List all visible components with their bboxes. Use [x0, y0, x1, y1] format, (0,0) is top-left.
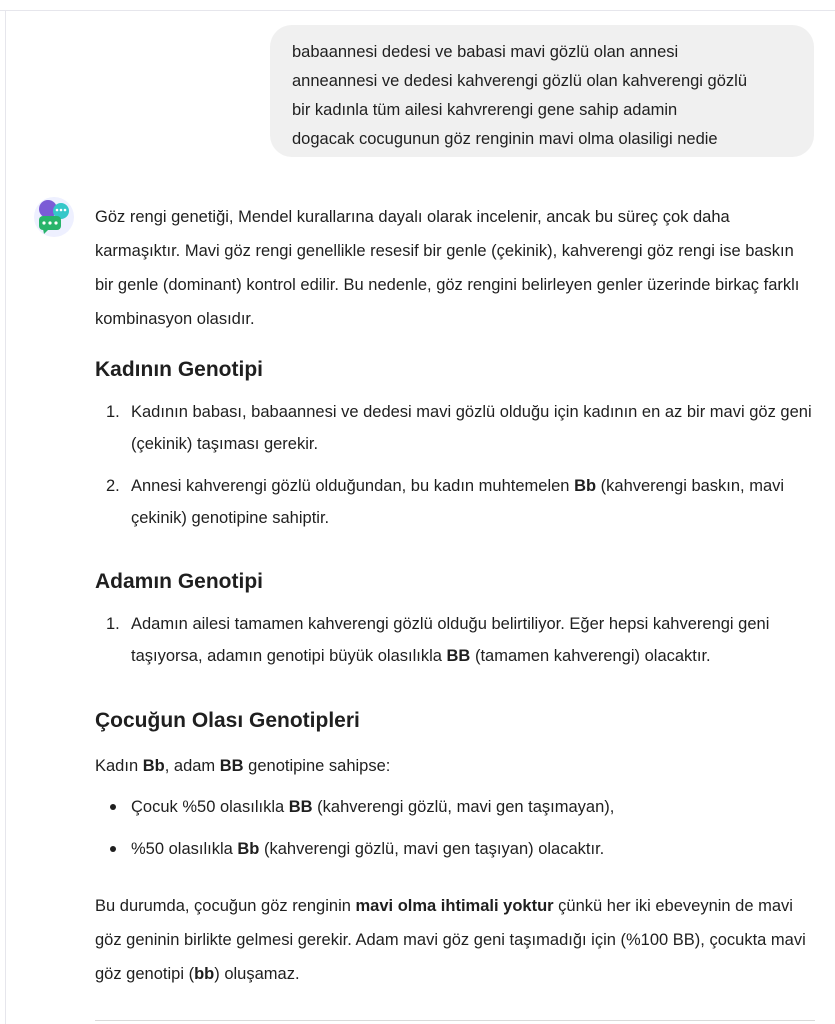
genotype-bold: BB: [288, 798, 313, 816]
lead-text: Kadın: [95, 757, 143, 775]
heading-child-genotypes: Çocuğun Olası Genotipleri: [95, 709, 360, 732]
user-message-text: babaannesi dedesi ve babasi mavi gözlü olan annesi anneannesi ve dedesi kahverengi gözlü olan kahverengi gözlü bir kadınla tüm ailesi kahvrerengi gene sahip adamin dogacak cocugunun göz renginin mavi olma olasiligi nedie: [292, 43, 747, 148]
list-text: Kadının babası, babaannesi ve dedesi mavi gözlü olduğu için kadının en az bir mavi göz geni (çekinik) taşıması gerekir.: [131, 403, 812, 453]
list-item: [95, 833, 815, 865]
bullet-dot: [110, 846, 116, 852]
heading-man-genotype: Adamın Genotipi: [95, 570, 263, 593]
genotype-bold: Bb: [142, 757, 165, 775]
list-text: (kahverengi baskın, mavi çekinik) genotipine sahiptir.: [131, 477, 785, 527]
genotype-bold: Bb: [574, 477, 597, 495]
list-item: [95, 470, 815, 534]
conclusion-bold: mavi olma ihtimali yoktur: [355, 897, 554, 915]
list-text: Çocuk %50 olasılıkla: [131, 798, 289, 816]
top-border: [0, 0, 835, 11]
intro-paragraph: Göz rengi genetiği, Mendel kurallarına dayalı olarak incelenir, ancak bu süreç çok daha karmaşıktır. Mavi göz rengi genellikle resesif bir genle (çekinik), kahverengi göz rengi ise baskın bir genle (dominant) kontrol edilir. Bu nedenle, göz rengini belirleyen genler üzerinde birkaç farklı kombinasyon olasıdır.: [95, 208, 800, 328]
list-number: 1.: [106, 615, 120, 633]
genotype-bold: bb: [194, 965, 215, 983]
list-item: [95, 396, 815, 460]
lead-text: , adam: [164, 757, 220, 775]
list-item: [95, 791, 815, 823]
child-bullet-list: [95, 791, 815, 865]
child-lead-paragraph: [95, 749, 815, 783]
list-number: 1.: [106, 403, 120, 421]
chat-bubbles-icon: [33, 196, 75, 238]
genotype-bold: BB: [219, 757, 244, 775]
woman-list: [95, 396, 815, 534]
list-text: (kahverengi gözlü, mavi gen taşımayan),: [312, 798, 615, 816]
list-text: (kahverengi gözlü, mavi gen taşıyan) olacaktır.: [259, 840, 605, 858]
genotype-bold: Bb: [237, 840, 260, 858]
genotype-bold: BB: [446, 647, 471, 665]
conclusion-paragraph: [95, 889, 815, 991]
list-text: Annesi kahverengi gözlü olduğundan, bu kadın muhtemelen: [131, 477, 575, 495]
man-list: [95, 608, 815, 672]
list-number: 2.: [106, 477, 120, 495]
conclusion-text: ) oluşamaz.: [214, 965, 300, 983]
assistant-message: [95, 200, 815, 991]
heading-woman-genotype: Kadının Genotipi: [95, 358, 263, 381]
lead-text: genotipine sahipse:: [243, 757, 391, 775]
conclusion-text: çünkü her iki ebeveynin de mavi göz geninin birlikte gelmesi gerekir. Adam mavi göz geni taşımadığı için (%100 BB), çocukta mavi göz genotipi (: [95, 897, 806, 983]
conclusion-text: Bu durumda, çocuğun göz renginin: [95, 897, 356, 915]
list-text: (tamamen kahverengi) olacaktır.: [470, 647, 711, 665]
user-message-bubble: [270, 25, 814, 157]
list-text: %50 olasılıkla: [131, 840, 238, 858]
bottom-divider: [95, 1020, 815, 1021]
list-text: Adamın ailesi tamamen kahverengi gözlü olduğu belirtiliyor. Eğer hepsi kahverengi geni taşıyorsa, adamın genotipi büyük olasılıkla: [131, 615, 770, 665]
list-item: [95, 608, 815, 672]
bullet-dot: [110, 804, 116, 810]
left-rail: [5, 10, 6, 1024]
